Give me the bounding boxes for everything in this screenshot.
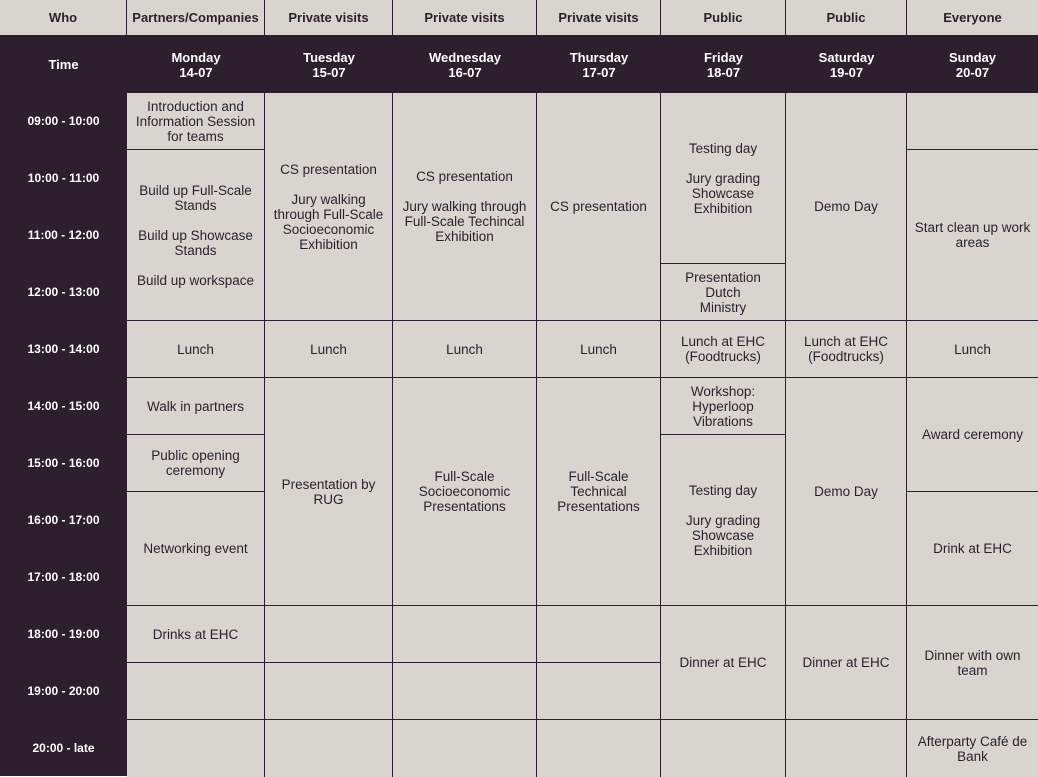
event-cell: Dinner with own team — [907, 606, 1038, 720]
event-cell: CS presentation — [537, 93, 661, 321]
event-cell: Lunch — [393, 321, 537, 378]
time-slot: 17:00 - 18:00 — [27, 570, 100, 584]
event-cell: Drink at EHC — [907, 492, 1038, 606]
empty-cell — [393, 720, 537, 777]
event-cell: Walk in partners — [127, 378, 265, 435]
time-slot: 19:00 - 20:00 — [27, 684, 100, 698]
empty-cell — [393, 663, 537, 720]
empty-cell — [127, 720, 265, 777]
audience-tuesday: Private visits — [265, 0, 393, 36]
event-cell: Dinner at EHC — [661, 606, 786, 720]
audience-saturday: Public — [786, 0, 907, 36]
time-slot: 09:00 - 10:00 — [27, 114, 100, 128]
audience-wednesday: Private visits — [393, 0, 537, 36]
event-cell: Public opening ceremony — [127, 435, 265, 492]
day-header-sunday: Sunday 20-07 — [949, 49, 996, 80]
event-cell: CS presentation Jury walking through Full-Scale Techincal Exhibition — [393, 93, 537, 321]
event-cell: Start clean up work areas — [907, 150, 1038, 321]
event-cell: Lunch — [907, 321, 1038, 378]
time-slot: 20:00 - late — [32, 741, 95, 755]
day-header-tuesday: Tuesday 15-07 — [303, 49, 355, 80]
time-slot: 10:00 - 11:00 — [27, 171, 100, 185]
time-slot: 11:00 - 12:00 — [27, 228, 100, 242]
empty-cell — [127, 663, 265, 720]
event-cell: Dinner at EHC — [786, 606, 907, 720]
event-cell: Build up Full-Scale Stands Build up Showcase Stands Build up workspace — [127, 150, 265, 321]
time-slot: 12:00 - 13:00 — [27, 285, 100, 299]
empty-cell — [265, 606, 393, 663]
empty-cell — [537, 606, 661, 663]
day-header-saturday: Saturday 19-07 — [818, 49, 875, 80]
day-header-wednesday: Wednesday 16-07 — [428, 49, 501, 80]
empty-cell — [537, 720, 661, 777]
event-cell: Award ceremony — [907, 378, 1038, 492]
time-slot: 18:00 - 19:00 — [27, 627, 100, 641]
event-cell: Workshop: Hyperloop Vibrations — [661, 378, 786, 435]
event-cell: Demo Day — [786, 378, 907, 606]
who-header: Who — [0, 0, 127, 36]
audience-monday: Partners/Companies — [127, 0, 265, 36]
empty-cell — [265, 720, 393, 777]
event-cell: Lunch — [537, 321, 661, 378]
event-cell: Drinks at EHC — [127, 606, 265, 663]
event-cell: Introduction and Information Session for teams — [127, 93, 265, 150]
event-cell: Lunch at EHC (Foodtrucks) — [661, 321, 786, 378]
event-cell: Presentation by RUG — [265, 378, 393, 606]
time-header: Time — [48, 57, 79, 72]
event-cell: Demo Day — [786, 93, 907, 321]
empty-cell — [661, 720, 786, 777]
audience-friday: Public — [661, 0, 786, 36]
event-cell: Networking event — [127, 492, 265, 606]
day-header-monday: Monday 14-07 — [171, 49, 221, 80]
event-cell: Testing day Jury grading Showcase Exhibition — [661, 435, 786, 606]
event-cell: Lunch — [127, 321, 265, 378]
empty-cell — [265, 663, 393, 720]
event-cell: Testing day Jury grading Showcase Exhibition — [661, 93, 786, 264]
empty-cell — [537, 663, 661, 720]
event-cell: Full-Scale Technical Presentations — [537, 378, 661, 606]
audience-thursday: Private visits — [537, 0, 661, 36]
event-cell: Lunch at EHC (Foodtrucks) — [786, 321, 907, 378]
event-cell: Full-Scale Socioeconomic Presentations — [393, 378, 537, 606]
event-cell: Presentation Dutch Ministry — [661, 264, 786, 321]
empty-cell — [907, 93, 1038, 150]
time-slot: 16:00 - 17:00 — [27, 513, 100, 527]
day-header-thursday: Thursday 17-07 — [569, 49, 629, 80]
event-cell: Afterparty Café de Bank — [907, 720, 1038, 777]
time-slot: 13:00 - 14:00 — [27, 342, 100, 356]
empty-cell — [393, 606, 537, 663]
day-header-friday: Friday 18-07 — [703, 49, 743, 80]
empty-cell — [786, 720, 907, 777]
event-cell: Lunch — [265, 321, 393, 378]
audience-sunday: Everyone — [907, 0, 1038, 36]
time-slot: 14:00 - 15:00 — [27, 399, 100, 413]
time-slot: 15:00 - 16:00 — [27, 456, 100, 470]
event-cell: CS presentation Jury walking through Full-Scale Socioeconomic Exhibition — [265, 93, 393, 321]
